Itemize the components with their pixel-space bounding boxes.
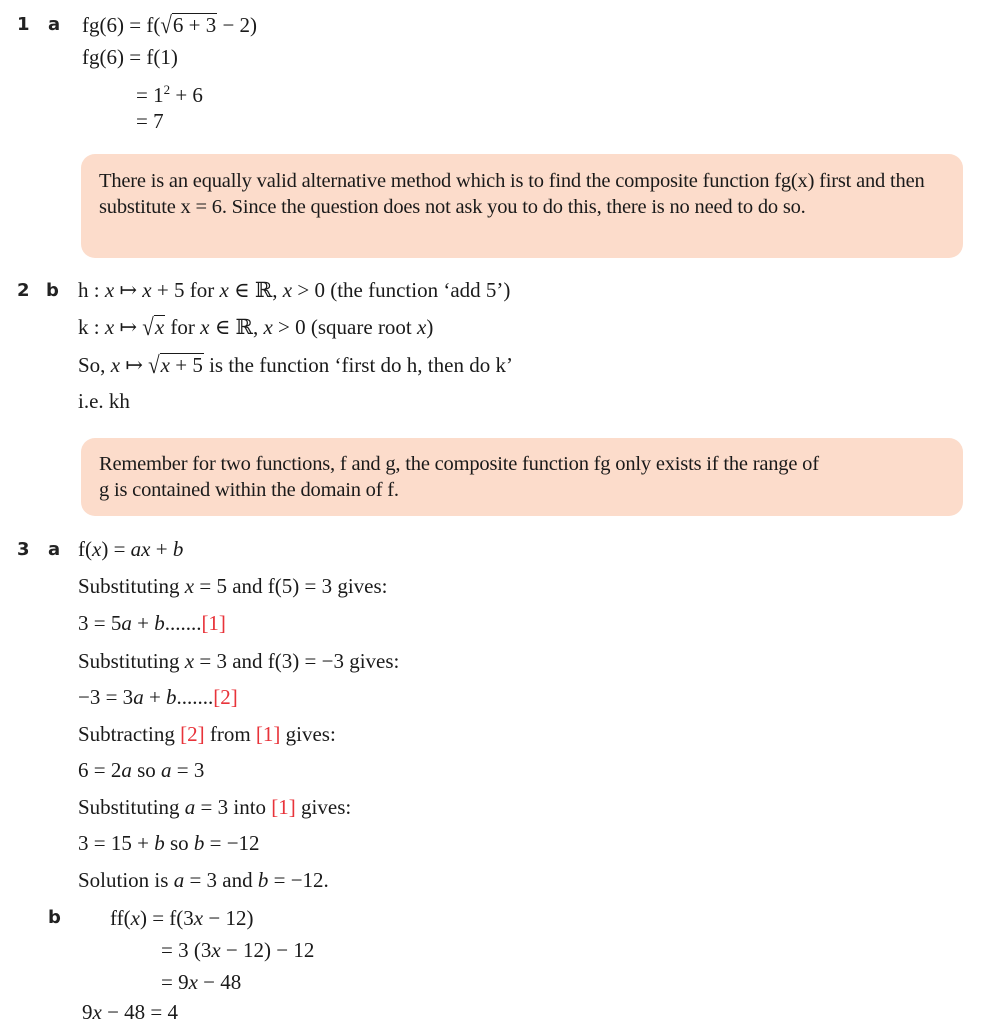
question-number: 3 <box>17 539 30 560</box>
question-part-label: a <box>48 14 61 35</box>
math-variable: b <box>154 611 165 635</box>
text: ↦ <box>114 278 143 302</box>
text: ↦ <box>114 315 143 339</box>
question-part-label: b <box>46 280 59 301</box>
text: is the function ‘first do h, then do k’ <box>203 353 513 377</box>
text: So, <box>78 353 111 377</box>
dots: ....... <box>176 685 214 709</box>
text: k : <box>78 315 105 339</box>
math-variable: a <box>133 685 144 709</box>
equation-lhs: fg(6) <box>82 45 124 69</box>
text: 3 = 5 <box>78 611 122 635</box>
text: ∈ ℝ, <box>228 278 283 302</box>
text: ) = <box>101 537 131 561</box>
math-variable: a <box>121 758 132 782</box>
equation-rhs: 1 <box>153 83 164 107</box>
equation-line <box>78 758 204 782</box>
math-variable: b <box>166 685 177 709</box>
math-variable: x <box>211 938 221 962</box>
radicand: 6 + 3 <box>172 13 217 37</box>
reminder-text <box>99 452 945 503</box>
question-number: 2 <box>17 280 30 301</box>
radicand: + 5 <box>169 353 203 377</box>
equation-reference: [1] <box>201 611 226 635</box>
math-variable: x <box>263 315 273 339</box>
text: + <box>131 611 155 635</box>
text: = 3 into <box>195 795 272 819</box>
text: ) <box>426 315 434 339</box>
text: gives: <box>280 722 336 746</box>
text: Subtracting <box>78 722 181 746</box>
math-variable: x <box>104 278 115 302</box>
text: −3 = 3 <box>78 685 134 709</box>
equation-rhs: + 6 <box>170 83 203 107</box>
solution-step <box>78 795 351 819</box>
text: − 12) <box>203 906 254 930</box>
square-root: √x + 5 <box>148 351 203 379</box>
equation-line <box>136 109 164 133</box>
equation-rhs: f( <box>146 13 161 37</box>
text: = 3 <box>171 758 205 782</box>
math-variable: x <box>188 970 198 994</box>
text: > 0 (the function ‘add 5’) <box>292 278 511 302</box>
text: from <box>204 722 256 746</box>
math-variable: x <box>282 278 293 302</box>
text: 9 <box>178 970 189 994</box>
equation-lhs: fg(6) <box>82 13 124 37</box>
equation-line <box>136 78 203 107</box>
math-variable: a <box>173 868 185 892</box>
text: = 3 and <box>184 868 258 892</box>
text: Solution is <box>78 868 174 892</box>
square-root: √x <box>142 313 165 341</box>
text: = −12 <box>204 831 260 855</box>
equation-rhs: f(1) <box>146 45 178 69</box>
math-variable: x <box>200 315 210 339</box>
equals-sign: = <box>152 906 165 930</box>
reminder-text-line: g is contained within the domain of f. <box>99 478 399 501</box>
square-root: √6 + 3 <box>160 11 217 39</box>
math-variable: x <box>219 278 229 302</box>
text: so <box>164 831 194 855</box>
equals-sign: = <box>161 938 173 962</box>
equals-sign: = <box>136 109 148 133</box>
text: 3 = 15 + <box>78 831 155 855</box>
equation-reference: [2] <box>180 722 205 746</box>
exponent: 2 <box>163 82 171 97</box>
function-definition-h <box>78 278 510 302</box>
equation-reference: [1] <box>271 795 296 819</box>
equation-line <box>78 611 226 635</box>
equation-reference: [2] <box>213 685 238 709</box>
equals-sign: = <box>161 970 173 994</box>
text: f( <box>78 537 92 561</box>
equation-line <box>161 938 314 962</box>
math-variable: a <box>121 611 132 635</box>
answer-line: i.e. kh <box>78 389 130 413</box>
dots: ....... <box>164 611 202 635</box>
math-variable: x <box>110 353 121 377</box>
text: ↦ <box>120 353 149 377</box>
math-variable: x <box>92 537 102 561</box>
text: ∈ ℝ, <box>209 315 264 339</box>
solution-step <box>78 649 399 673</box>
equation-line <box>78 537 183 561</box>
function-definition-k <box>78 315 433 339</box>
equation-line <box>161 970 241 994</box>
equals-sign: = <box>129 45 142 69</box>
question-part-label: b <box>48 907 61 928</box>
tip-text: There is an equally valid alternative method which is to find the composite function fg(x) first and then substitute x = 6. Since the question does not ask you to do this, there is no need to do so. <box>99 170 925 218</box>
equation-line <box>78 831 260 855</box>
math-variable: b <box>193 831 205 855</box>
solution-step <box>78 722 336 746</box>
solution-conclusion <box>78 868 329 892</box>
text: Substituting <box>78 795 185 819</box>
text: so <box>131 758 162 782</box>
math-variable: x <box>184 574 195 598</box>
text: + <box>150 537 173 561</box>
math-variable: x <box>130 906 140 930</box>
text: − 48 <box>197 970 242 994</box>
text: = 5 and f(5) = 3 gives: <box>194 574 388 598</box>
composite-statement <box>78 353 513 377</box>
math-variable: b <box>154 831 165 855</box>
text: + 5 for <box>151 278 220 302</box>
text: f(3 <box>169 906 194 930</box>
equation-line <box>82 45 178 69</box>
equation-reference: [1] <box>255 722 281 746</box>
equals-sign: = <box>136 83 148 107</box>
math-variable: x <box>184 649 195 673</box>
math-variable: a <box>161 758 172 782</box>
equals-sign: = <box>129 13 142 37</box>
math-variable: x <box>92 1000 102 1024</box>
text: − 12) − 12 <box>220 938 315 962</box>
math-variable: b <box>257 868 269 892</box>
text: > 0 (square root <box>272 315 418 339</box>
math-variable: x <box>160 353 170 377</box>
equation-line <box>78 685 238 709</box>
text: 9 <box>82 1000 93 1024</box>
equation-line <box>110 906 253 930</box>
solution-step <box>78 574 388 598</box>
text: = 3 and f(3) = −3 gives: <box>194 649 400 673</box>
radicand: x <box>154 315 165 339</box>
reminder-text-line: Remember for two functions, f and g, the composite function fg only exists if the range of <box>99 453 819 475</box>
question-part-label: a <box>48 539 61 560</box>
equation-line <box>82 1000 178 1024</box>
text: − 48 = 4 <box>101 1000 179 1024</box>
text: Substituting <box>78 574 185 598</box>
text: gives: <box>295 795 352 819</box>
question-number: 1 <box>17 14 30 35</box>
text: 3 (3 <box>178 938 212 962</box>
equation-rhs: − 2) <box>217 13 258 37</box>
text: ff( <box>110 906 131 930</box>
reminder-box <box>81 438 963 516</box>
math-variable: b <box>172 537 184 561</box>
math-variable: x <box>417 315 427 339</box>
text: for <box>165 315 201 339</box>
math-variable: a <box>184 795 196 819</box>
equation-line <box>82 13 257 37</box>
text: ) <box>139 906 147 930</box>
text: 6 = 2 <box>78 758 122 782</box>
tip-box <box>81 154 963 258</box>
math-variable: ax <box>130 537 151 561</box>
text: Substituting <box>78 649 185 673</box>
text: + <box>143 685 167 709</box>
math-variable: x <box>193 906 204 930</box>
text: h : <box>78 278 105 302</box>
math-variable: x <box>142 278 152 302</box>
equation-rhs: 7 <box>153 109 164 133</box>
text: = −12. <box>268 868 329 892</box>
math-variable: x <box>104 315 115 339</box>
